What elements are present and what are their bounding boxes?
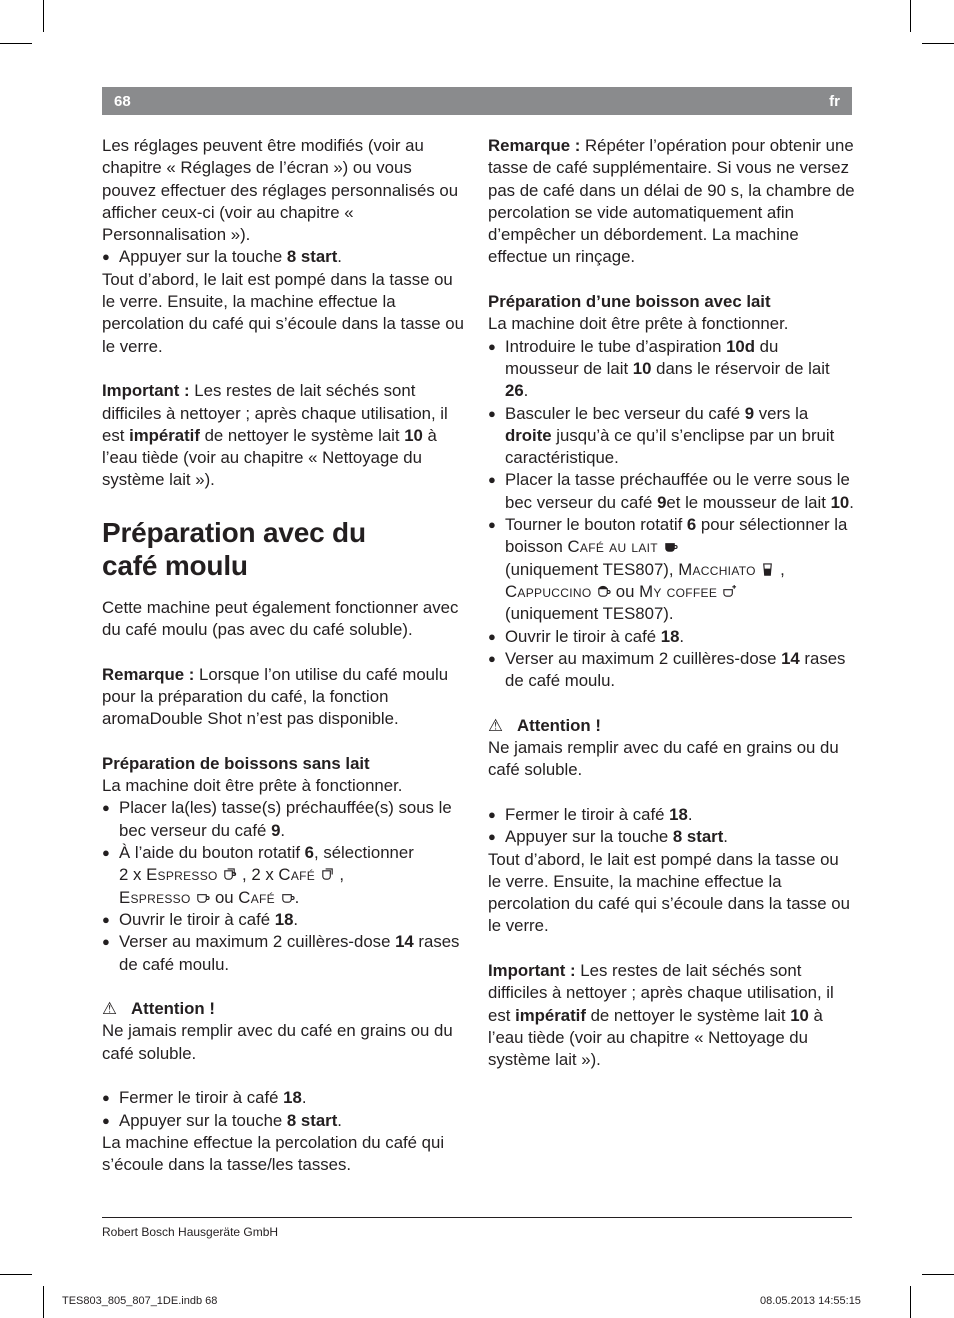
important-note: Important : Les restes de lait séchés sont difficiles à nettoyer ; après chaque utilisation, il est impératif de nettoyer le système lait 10 à l’eau tiède (voir au chapitre « Nettoyage du système lait »). <box>488 960 834 1070</box>
macchiato-glass-icon <box>760 562 775 577</box>
paragraph: Tout d’abord, le lait est pompé dans la tasse ou le verre. Ensuite, la machine effectue la percolation du café qui s’écoule dans la tasse ou le verre. <box>488 849 850 936</box>
cappuccino-cup-icon <box>596 584 611 599</box>
warning-icon: ⚠ <box>488 715 504 735</box>
list-item: ● Placer la(les) tasse(s) préchauffée(s) sous le bec verseur du café 9. <box>102 797 470 842</box>
list-item: ● Ouvrir le tiroir à café 18. <box>488 626 856 648</box>
warning-icon: ⚠ <box>102 999 118 1019</box>
paragraph: La machine effectue la percolation du café qui s’écoule dans la tasse/les tasses. <box>102 1132 445 1175</box>
paragraph: Ne jamais remplir avec du café en grains ou du café soluble. <box>102 1021 453 1063</box>
attention-heading: ⚠ Attention ! <box>488 715 601 735</box>
section-heading: Préparation avec du café moulu <box>102 516 366 581</box>
cup-icon <box>280 890 295 905</box>
double-cup-icon <box>320 867 335 882</box>
list-item: ● Verser au maximum 2 cuillères-dose 14 rases de café moulu. <box>102 931 470 976</box>
subheading: Préparation de boissons sans lait <box>102 753 370 773</box>
list-item: ● Ouvrir le tiroir à café 18. <box>102 909 470 931</box>
my-coffee-cup-icon <box>722 584 737 599</box>
crop-mark <box>922 43 954 44</box>
paragraph: Tout d’abord, le lait est pompé dans la tasse ou le verre. Ensuite, la machine effectue la percolation du café qui s’écoule dans la tasse ou le verre. <box>102 269 464 356</box>
list-item: ● Fermer le tiroir à café 18. <box>102 1087 470 1109</box>
right-column <box>488 135 856 1071</box>
list-item: ● Appuyer sur la touche 8 start. <box>488 826 856 848</box>
paragraph: Les réglages peuvent être modifiés (voir au chapitre « Réglages de l’écran ») ou vous pouvez effectuer des réglages personnalisés ou afficher ceux-ci (voir au chapitre « Personnalisation »). <box>102 136 459 245</box>
list-item: ● Verser au maximum 2 cuillères-dose 14 rases de café moulu. <box>488 648 856 693</box>
important-note: Important : Les restes de lait séchés sont difficiles à nettoyer ; après chaque utilisation, il est impératif de nettoyer le système lait 10 à l’eau tiède (voir au chapitre « Nettoyage du système lait »). <box>102 381 448 490</box>
footer-divider <box>102 1217 852 1218</box>
list-item: ● Introduire le tube d’aspiration 10d du mousseur de lait 10 dans le réservoir de lait 26. <box>488 336 856 403</box>
list-item: ● Basculer le bec verseur du café 9 vers la droite jusqu’à ce qu’il s’enclipse par un bruit caractéristique. <box>488 403 856 470</box>
print-slug-file: TES803_805_807_1DE.indb 68 <box>62 1295 218 1307</box>
paragraph: Ne jamais remplir avec du café en grains ou du café soluble. <box>488 738 839 780</box>
remark-note: Remarque : Lorsque l’on utilise du café moulu pour la préparation du café, la fonction aromaDouble Shot n’est pas disponible. <box>102 664 449 729</box>
crop-mark <box>43 1286 44 1318</box>
paragraph: Cette machine peut également fonctionner avec du café moulu (pas avec du café soluble). <box>102 597 459 640</box>
page-header-bar <box>102 87 852 115</box>
cup-icon <box>195 890 210 905</box>
latte-cup-icon <box>663 539 678 554</box>
crop-mark <box>910 0 911 32</box>
paragraph: La machine doit être prête à fonctionner. <box>102 776 403 796</box>
crop-mark <box>0 43 32 44</box>
list-item: ● Tourner le bouton rotatif 6 pour sélectionner la boisson Café au lait (uniquement TES807), Macchiato , Cappuccino ou My coffee (uniquement TES807). <box>488 514 856 625</box>
remark-note: Remarque : Répéter l’opération pour obtenir une tasse de café supplémentaire. Si vous ne versez pas de café dans un délai de 90 s, la chambre de percolation se vide automatiquement afin d’empêcher un débordement. La machine effectue un rinçage. <box>488 136 855 267</box>
crop-mark <box>43 0 44 32</box>
footer-company: Robert Bosch Hausgeräte GmbH <box>102 1225 279 1239</box>
paragraph: La machine doit être prête à fonctionner. <box>488 314 789 334</box>
list-item: ● Appuyer sur la touche 8 start. <box>102 1110 470 1132</box>
list-item: ● Fermer le tiroir à café 18. <box>488 804 856 826</box>
list-item: ● Placer la tasse préchauffée ou le verre sous le bec verseur du café 9et le mousseur de lait 10. <box>488 469 856 514</box>
list-item: ● À l’aide du bouton rotatif 6, sélectionner 2 x Espresso , 2 x Café , Espresso ou Café . <box>102 842 470 909</box>
attention-heading: ⚠ Attention ! <box>102 999 215 1019</box>
language-code: fr <box>829 93 840 110</box>
left-column <box>102 135 470 1176</box>
crop-mark <box>0 1274 32 1275</box>
list-item: ● Appuyer sur la touche 8 start. <box>102 246 470 268</box>
crop-mark <box>922 1274 954 1275</box>
crop-mark <box>910 1286 911 1318</box>
double-cup-icon <box>222 867 237 882</box>
page-number: 68 <box>114 93 131 110</box>
subheading: Préparation d’une boisson avec lait <box>488 292 771 312</box>
print-slug-date: 08.05.2013 14:55:15 <box>760 1295 861 1307</box>
